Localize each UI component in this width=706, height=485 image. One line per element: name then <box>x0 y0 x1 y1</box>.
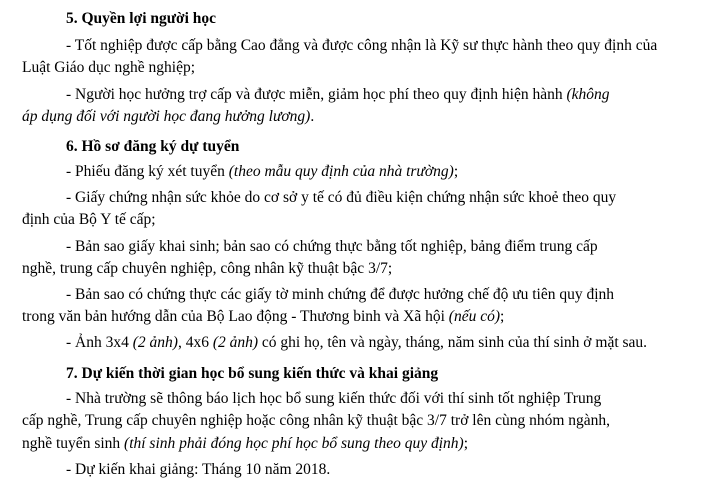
s6-line-8: - Ảnh 3x4 (2 ảnh), 4x6 (2 ảnh) có ghi họ, tên và ngày, tháng, năm sinh của thí sinh ở mặt sau. <box>66 334 648 351</box>
s6-line-3: định của Bộ Y tế cấp; <box>22 211 156 228</box>
s5-line-3: - Người học hưởng trợ cấp và được miễn, giảm học phí theo quy định hiện hành (không <box>66 86 610 103</box>
s6-line-7: trong văn bản hướng dẫn của Bộ Lao động - Thương binh và Xã hội (nếu có); <box>22 308 505 325</box>
section-5-heading: 5. Quyền lợi người học <box>66 10 217 27</box>
s7-line-2: cấp nghề, Trung cấp chuyên nghiệp hoặc công nhân kỹ thuật bậc 3/7 trở lên cùng nhóm ngành, <box>22 412 611 429</box>
s6-line-1: - Phiếu đăng ký xét tuyển (theo mẫu quy định của nhà trường); <box>66 163 459 180</box>
s6-line-5: nghề, trung cấp chuyên nghiệp, công nhân kỹ thuật bậc 3/7; <box>22 260 393 277</box>
s6-line-6: - Bản sao có chứng thực các giấy tờ minh chứng để được hưởng chế độ ưu tiên quy định <box>66 286 615 303</box>
s6-line-2: - Giấy chứng nhận sức khỏe do cơ sở y tế có đủ điều kiện chứng nhận sức khoẻ theo quy <box>66 189 617 206</box>
s7-line-4: - Dự kiến khai giảng: Tháng 10 năm 2018. <box>66 461 331 478</box>
s6-line-4: - Bản sao giấy khai sinh; bản sao có chứng thực bằng tốt nghiệp, bảng điểm trung cấp <box>66 238 598 255</box>
section-7-heading: 7. Dự kiến thời gian học bổ sung kiến thức và khai giảng <box>66 365 439 382</box>
section-6-heading: 6. Hồ sơ đăng ký dự tuyển <box>66 138 240 155</box>
s7-line-3: nghề tuyển sinh (thí sinh phải đóng học phí học bổ sung theo quy định); <box>22 435 469 452</box>
s5-line-4: áp dụng đối với người học đang hưởng lương). <box>22 108 315 125</box>
s7-line-1: - Nhà trường sẽ thông báo lịch học bổ sung kiến thức đối với thí sinh tốt nghiệp Trung <box>66 390 602 407</box>
s5-line-2: Luật Giáo dục nghề nghiệp; <box>22 59 196 76</box>
s5-line-1: - Tốt nghiệp được cấp bằng Cao đẳng và được công nhận là Kỹ sư thực hành theo quy định của <box>66 37 658 54</box>
